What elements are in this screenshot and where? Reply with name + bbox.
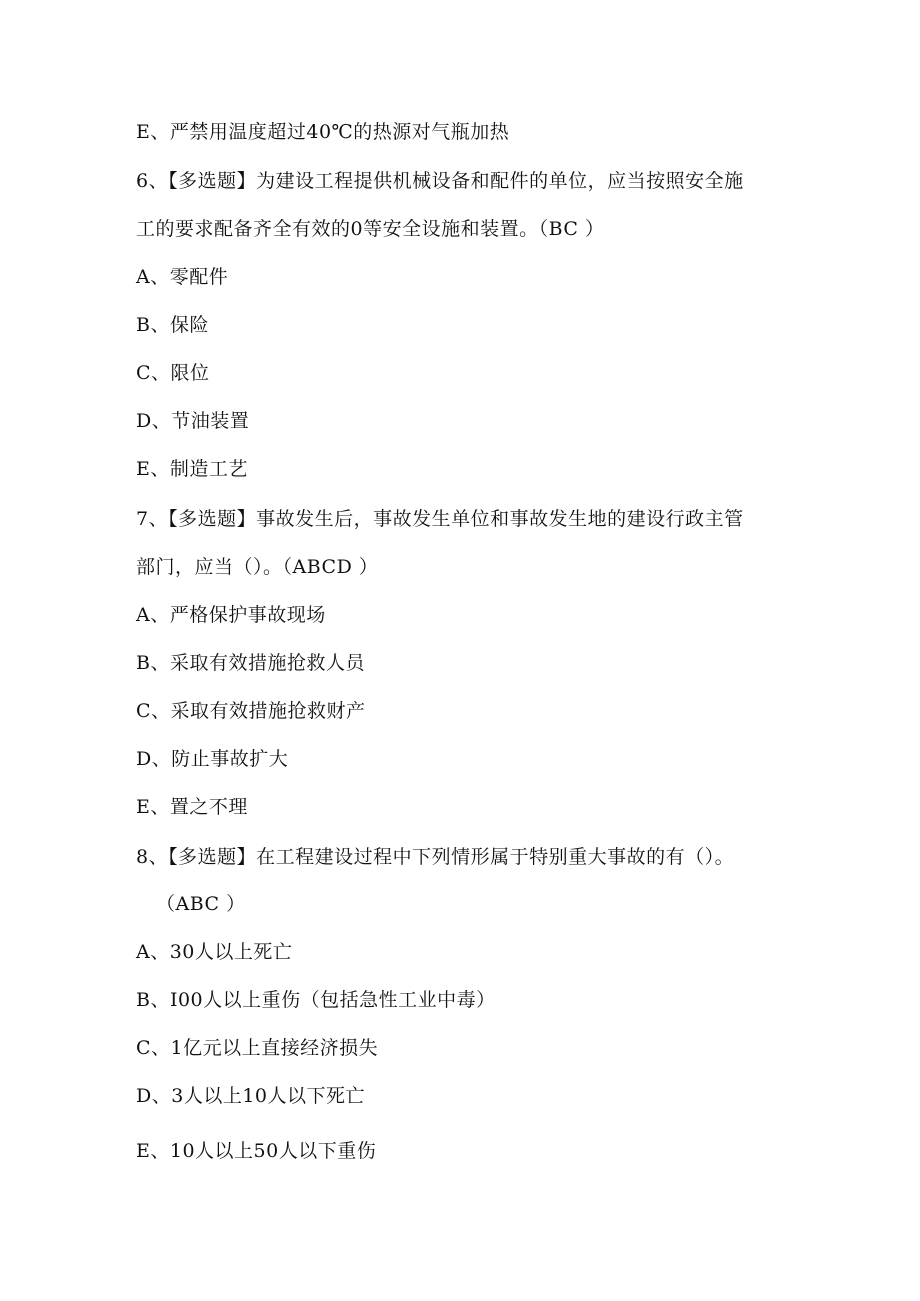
- question-8-option-b: B、I00人以上重伤（包括急性工业中毒）: [136, 989, 496, 1011]
- question-7-option-e: E、置之不理: [136, 796, 248, 818]
- question-6-option-b: B、保险: [136, 314, 209, 336]
- question-7-option-d: D、防止事故扩大: [136, 748, 289, 770]
- question-8-option-a: A、30人以上死亡: [136, 941, 293, 963]
- question-6-option-e: E、制造工艺: [136, 458, 248, 480]
- question-6-option-d: D、节油装置: [136, 410, 250, 432]
- question-7-option-a: A、严格保护事故现场: [136, 604, 326, 626]
- question-7-option-b: B、采取有效措施抢救人员: [136, 652, 365, 674]
- question-6-option-a: A、零配件: [136, 266, 229, 288]
- previous-question-option-e: E、严禁用温度超过40℃的热源对气瓶加热: [136, 121, 510, 143]
- question-6-text-line-1: 6、【多选题】为建设工程提供机械设备和配件的单位，应当按照安全施: [136, 170, 744, 192]
- question-6-option-c: C、限位: [136, 362, 210, 384]
- question-7-option-c: C、采取有效措施抢救财产: [136, 700, 366, 722]
- question-8-answer: （ABC ）: [156, 893, 246, 915]
- question-7-text-line-2: 部门，应当（）。（ABCD ）: [136, 556, 379, 578]
- question-6-text-line-2: 工的要求配备齐全有效的0等安全设施和装置。（BC ）: [136, 218, 605, 240]
- question-8-option-c: C、1亿元以上直接经济损失: [136, 1037, 379, 1059]
- question-8-option-e: E、10人以上50人以下重伤: [136, 1140, 377, 1162]
- question-8-text-line-1: 8、【多选题】在工程建设过程中下列情形属于特别重大事故的有（）。: [136, 846, 735, 868]
- question-7-text-line-1: 7、【多选题】事故发生后，事故发生单位和事故发生地的建设行政主管: [136, 508, 744, 530]
- question-8-option-d: D、3人以上10人以下死亡: [136, 1085, 365, 1107]
